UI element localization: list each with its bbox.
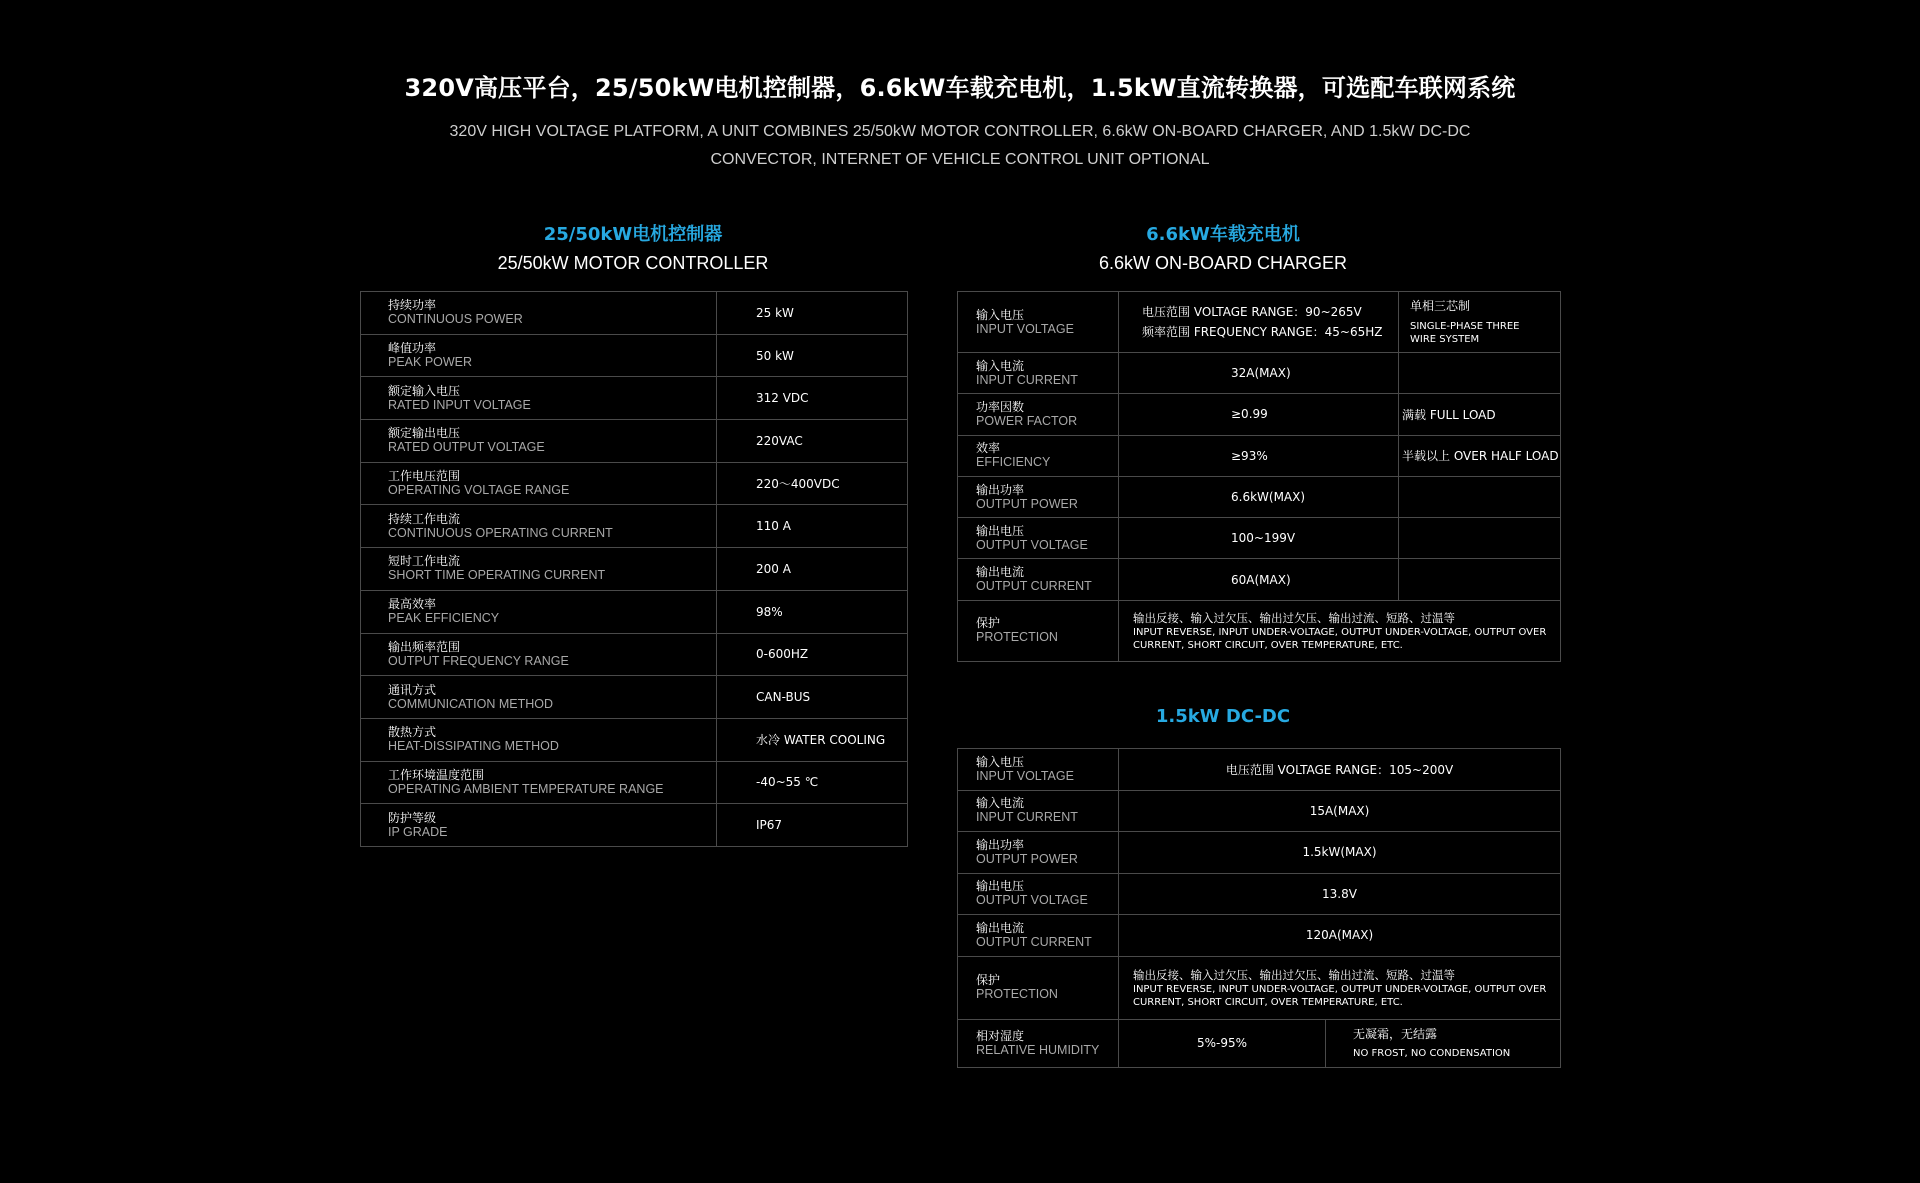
label-cn: 输出功率: [976, 837, 1025, 852]
row-label: [361, 761, 717, 804]
row-label: [958, 873, 1119, 915]
row-note: 满载 FULL LOAD: [1399, 394, 1561, 435]
label-en: EFFICIENCY: [976, 455, 1051, 470]
label-en: PEAK POWER: [388, 355, 473, 370]
table-row: [958, 435, 1561, 476]
label-cn: 输入电流: [976, 358, 1025, 373]
row-value: 98%: [717, 590, 908, 633]
row-label: [958, 476, 1119, 517]
row-value: [1119, 600, 1561, 661]
dcdc-title: 1.5kW DC-DC: [1155, 706, 1291, 727]
label-en: HEAT-DISSIPATING METHOD: [388, 739, 559, 754]
row-value: ≥0.99: [1119, 394, 1399, 435]
label-en: PROTECTION: [976, 987, 1058, 1001]
label-cn: 峰值功率: [388, 341, 437, 356]
table-row: [958, 518, 1561, 559]
note-cn: 单相三芯制: [1410, 298, 1471, 313]
label-en: OUTPUT CURRENT: [976, 934, 1092, 949]
subtitle-line-1: 320V HIGH VOLTAGE PLATFORM, A UNIT COMBINES 25/50kW MOTOR CONTROLLER, 6.6kW ON-BOARD CHARGER, AND 1.5kW DC-DC: [449, 123, 1471, 140]
motor-controller-title-cn: 25/50kW电机控制器: [543, 224, 723, 245]
dcdc-table: [957, 748, 1561, 1068]
note-en-1: SINGLE-PHASE THREE: [1410, 320, 1520, 332]
row-value: 200 A: [717, 548, 908, 591]
table-row: [361, 718, 908, 761]
label-en: SHORT TIME OPERATING CURRENT: [388, 568, 606, 583]
label-cn: 保护: [976, 616, 1001, 631]
note-cn: 无凝霜，无结露: [1353, 1026, 1438, 1041]
label-cn: 散热方式: [388, 725, 437, 740]
row-label: [958, 353, 1119, 394]
row-label: [958, 1019, 1119, 1067]
label-cn: 短时工作电流: [388, 554, 461, 569]
row-label: [958, 832, 1119, 874]
label-en: INPUT CURRENT: [976, 810, 1078, 825]
label-cn: 防护等级: [388, 810, 437, 825]
label-cn: 额定输出电压: [388, 426, 461, 441]
table-row: [361, 804, 908, 847]
frequency-range: 频率范围 FREQUENCY RANGE：45~65HZ: [1142, 325, 1383, 339]
table-row: [958, 292, 1561, 353]
row-label: [361, 590, 717, 633]
row-value: 5%-95%: [1119, 1019, 1326, 1067]
label-en: COMMUNICATION METHOD: [388, 696, 554, 711]
protection-en-1: INPUT REVERSE, INPUT UNDER-VOLTAGE, OUTPUT UNDER-VOLTAGE, OUTPUT OVER: [1133, 983, 1547, 995]
label-en: RATED INPUT VOLTAGE: [388, 397, 531, 412]
row-note: [1326, 1019, 1561, 1067]
label-cn: 输入电流: [976, 796, 1025, 811]
page-title: 320V高压平台，25/50kW电机控制器，6.6kW车载充电机，1.5kW直流转换器，可选配车联网系统: [404, 74, 1516, 102]
row-label: [361, 633, 717, 676]
row-value: 110 A: [717, 505, 908, 548]
label-en: CONTINUOUS OPERATING CURRENT: [388, 525, 613, 540]
label-cn: 持续功率: [388, 298, 437, 313]
label-en: POWER FACTOR: [976, 413, 1078, 428]
label-cn: 输入电压: [976, 307, 1025, 322]
label-en: OUTPUT VOLTAGE: [976, 537, 1088, 552]
label-cn: 工作电压范围: [388, 469, 461, 484]
label-en: OUTPUT FREQUENCY RANGE: [388, 653, 569, 668]
label-cn: 输出电压: [976, 879, 1025, 894]
row-value: 水冷 WATER COOLING: [717, 718, 908, 761]
row-label: [361, 804, 717, 847]
label-en: OPERATING VOLTAGE RANGE: [388, 483, 570, 498]
row-label: [361, 334, 717, 377]
label-cn: 最高效率: [388, 597, 437, 612]
row-value: -40~55 ℃: [717, 761, 908, 804]
row-note: [1399, 353, 1561, 394]
table-row: [958, 832, 1561, 874]
table-row: [361, 505, 908, 548]
row-label: [958, 956, 1119, 1019]
row-label: [958, 915, 1119, 957]
table-row: [361, 292, 908, 335]
table-row: [958, 915, 1561, 957]
table-row: [361, 761, 908, 804]
row-label: [958, 559, 1119, 600]
row-value: 220～400VDC: [717, 462, 908, 505]
row-value: 0-600HZ: [717, 633, 908, 676]
subtitle-line-2: CONVECTOR, INTERNET OF VEHICLE CONTROL UNIT OPTIONAL: [710, 151, 1210, 168]
protection-en-2: CURRENT, SHORT CIRCUIT, OVER TEMPERATURE, ETC.: [1133, 639, 1403, 651]
table-row: [958, 956, 1561, 1019]
table-row: [958, 476, 1561, 517]
table-row: [958, 1019, 1561, 1067]
row-label: [361, 292, 717, 335]
row-value: 220VAC: [717, 420, 908, 463]
row-value: [1119, 956, 1561, 1019]
label-en: OUTPUT POWER: [976, 851, 1078, 866]
label-cn: 输入电压: [976, 754, 1025, 769]
row-label: [958, 435, 1119, 476]
row-value: 50 kW: [717, 334, 908, 377]
charger-table: [957, 291, 1561, 662]
protection-en-1: INPUT REVERSE, INPUT UNDER-VOLTAGE, OUTPUT UNDER-VOLTAGE, OUTPUT OVER: [1133, 626, 1547, 638]
label-en: PROTECTION: [976, 630, 1058, 645]
row-note: [1399, 292, 1561, 353]
protection-cn: 输出反接、输入过欠压、输出过欠压、输出过流、短路、过温等: [1133, 610, 1455, 625]
label-en: RATED OUTPUT VOLTAGE: [388, 440, 545, 455]
row-value: [1119, 292, 1399, 353]
table-row: [361, 548, 908, 591]
table-row: [361, 377, 908, 420]
table-row: [958, 559, 1561, 600]
label-cn: 通讯方式: [388, 682, 437, 697]
row-value: CAN-BUS: [717, 676, 908, 719]
row-value: 60A(MAX): [1119, 559, 1399, 600]
label-en: IP GRADE: [388, 824, 448, 839]
row-value: 13.8V: [1119, 873, 1561, 915]
label-en: OUTPUT CURRENT: [976, 579, 1092, 594]
row-label: [958, 600, 1119, 661]
label-cn: 相对湿度: [976, 1028, 1025, 1043]
table-row: [361, 590, 908, 633]
row-value: 312 VDC: [717, 377, 908, 420]
label-en: OUTPUT VOLTAGE: [976, 893, 1088, 908]
table-row: [361, 676, 908, 719]
row-value: 15A(MAX): [1119, 790, 1561, 832]
note-en-2: WIRE SYSTEM: [1410, 333, 1480, 345]
table-row: [361, 420, 908, 463]
motor-controller-table: [360, 291, 908, 847]
page-subtitle: [420, 118, 1500, 174]
row-label: [958, 790, 1119, 832]
row-label: [361, 676, 717, 719]
row-value: 6.6kW(MAX): [1119, 476, 1399, 517]
row-note: [1399, 559, 1561, 600]
row-value: ≥93%: [1119, 435, 1399, 476]
row-value: 1.5kW(MAX): [1119, 832, 1561, 874]
voltage-range: 电压范围 VOLTAGE RANGE：90~265V: [1142, 305, 1362, 319]
label-en: PEAK EFFICIENCY: [388, 611, 500, 626]
label-cn: 输出频率范围: [388, 639, 461, 654]
row-note: 半载以上 OVER HALF LOAD: [1399, 435, 1561, 476]
label-cn: 工作环境温度范围: [388, 767, 485, 782]
row-value: 120A(MAX): [1119, 915, 1561, 957]
label-en: OUTPUT POWER: [976, 496, 1078, 511]
label-cn: 效率: [976, 441, 1001, 456]
row-label: [361, 505, 717, 548]
table-row: [958, 749, 1561, 791]
table-row: [958, 353, 1561, 394]
label-cn: 额定输入电压: [388, 383, 461, 398]
row-value: 电压范围 VOLTAGE RANGE：105~200V: [1119, 749, 1561, 791]
protection-en-2: CURRENT, SHORT CIRCUIT, OVER TEMPERATURE, ETC.: [1133, 996, 1403, 1008]
row-value: 25 kW: [717, 292, 908, 335]
table-row: [958, 394, 1561, 435]
charger-title-cn: 6.6kW车载充电机: [1146, 224, 1300, 245]
label-cn: 输出电流: [976, 920, 1025, 935]
label-en: INPUT CURRENT: [976, 372, 1078, 387]
label-cn: 功率因数: [976, 399, 1025, 414]
table-row: [958, 600, 1561, 661]
row-note: [1399, 518, 1561, 559]
label-en: INPUT VOLTAGE: [976, 768, 1074, 783]
row-note: [1399, 476, 1561, 517]
row-label: [361, 377, 717, 420]
label-cn: 持续工作电流: [388, 511, 461, 526]
table-row: [361, 633, 908, 676]
row-label: [958, 749, 1119, 791]
row-value: 32A(MAX): [1119, 353, 1399, 394]
note-en: NO FROST, NO CONDENSATION: [1353, 1047, 1511, 1059]
label-cn: 输出电流: [976, 565, 1025, 580]
label-en: CONTINUOUS POWER: [388, 312, 523, 327]
motor-controller-title-en: 25/50kW MOTOR CONTROLLER: [497, 253, 769, 273]
table-row: [361, 334, 908, 377]
row-label: [361, 718, 717, 761]
protection-cn: 输出反接、输入过欠压、输出过欠压、输出过流、短路、过温等: [1133, 967, 1455, 982]
label-en: OPERATING AMBIENT TEMPERATURE RANGE: [388, 781, 664, 796]
label-cn: 保护: [976, 973, 1001, 987]
label-en: RELATIVE HUMIDITY: [976, 1042, 1100, 1057]
label-cn: 输出电压: [976, 523, 1025, 538]
row-value: IP67: [717, 804, 908, 847]
row-label: [958, 518, 1119, 559]
row-label: [361, 420, 717, 463]
row-label: [361, 548, 717, 591]
row-value: 100~199V: [1119, 518, 1399, 559]
label-en: INPUT VOLTAGE: [976, 321, 1074, 336]
table-row: [361, 462, 908, 505]
table-row: [958, 790, 1561, 832]
table-row: [958, 873, 1561, 915]
charger-title-en: 6.6kW ON-BOARD CHARGER: [1098, 253, 1348, 273]
row-label: [958, 292, 1119, 353]
row-label: [958, 394, 1119, 435]
row-label: [361, 462, 717, 505]
label-cn: 输出功率: [976, 482, 1025, 497]
